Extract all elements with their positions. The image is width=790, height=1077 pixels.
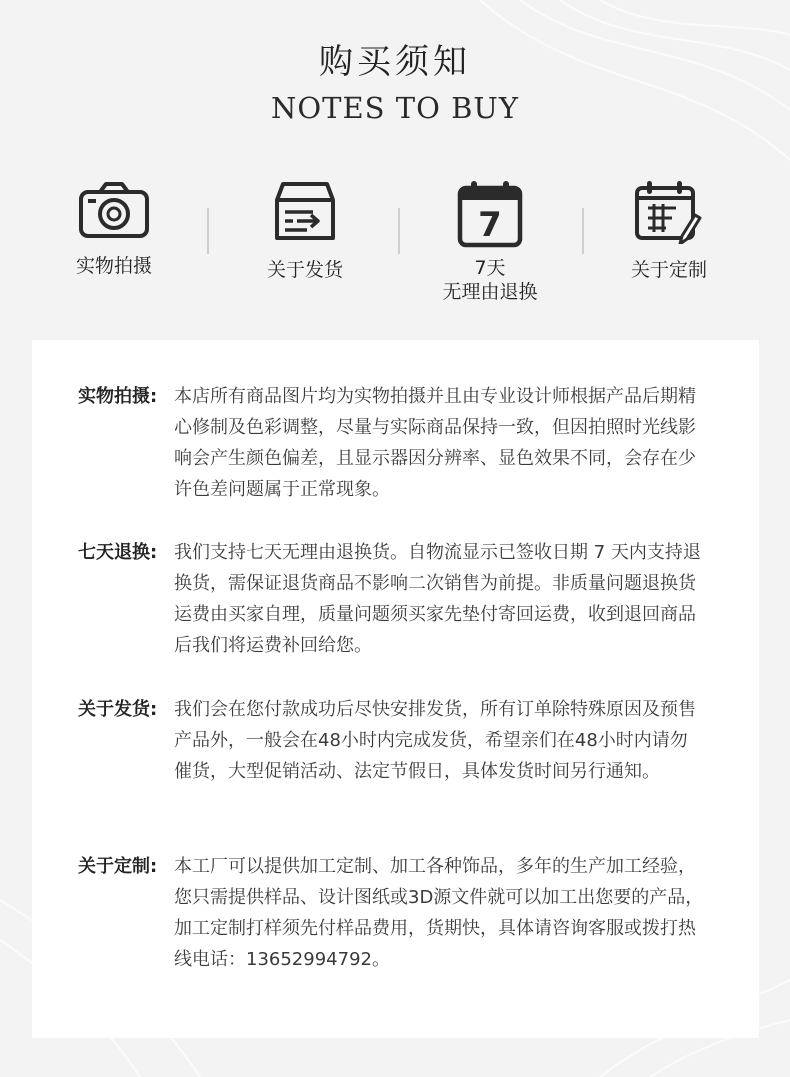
feature-return	[410, 180, 570, 304]
feature-photo-label: 实物拍摄	[75, 255, 152, 277]
divider	[582, 208, 584, 254]
section-custom-label: 关于定制:	[78, 856, 158, 877]
section-photo-label: 实物拍摄:	[78, 386, 158, 407]
feature-return-label	[410, 256, 570, 304]
calendar-number: 7	[478, 205, 502, 245]
feature-return-label-line1: 7天	[474, 257, 506, 279]
feature-custom	[589, 180, 749, 282]
section-delivery-text: 我们会在您付款成功后尽快安排发货，所有订单除特殊原因及预售产品外，一般会在48小时内完成发货，希望亲们在48小时内请勿催货，大型促销活动、法定节假日，具体发货时间另行通知。	[174, 699, 696, 782]
section-return-text: 我们支持七天无理由退换货。自物流显示已签收日期 7 天内支持退换货，需保证退货商品不影响二次销售为前提。非质量问题退换货运费由买家自理，质量问题须买家先垫付寄回运费，收到退回商品后我们将运费补回给您。	[174, 542, 701, 656]
calendar-7-icon	[457, 180, 523, 248]
section-photo-text: 本店所有商品图片均为实物拍摄并且由专业设计师根据产品后期精心修制及色彩调整，尽量与实际商品保持一致，但因拍照时光线影响会产生颜色偏差，且显示器因分辨率、显色效果不同，会存在少许色差问题属于正常现象。	[174, 386, 696, 500]
calendar-edit-icon	[634, 180, 704, 244]
feature-photo	[34, 180, 194, 278]
section-return-label: 七天退换:	[78, 542, 158, 563]
camera-icon	[78, 180, 150, 240]
divider	[398, 208, 400, 254]
feature-custom-label: 关于定制	[630, 259, 707, 281]
delivery-box-icon	[273, 180, 337, 244]
feature-icons-row	[0, 180, 790, 320]
notes-card	[32, 340, 759, 1038]
page-subtitle: NOTES TO BUY	[271, 91, 519, 125]
feature-delivery	[225, 180, 385, 282]
section-delivery-label: 关于发货:	[78, 699, 158, 720]
page-header	[0, 40, 790, 128]
feature-return-label-line2: 无理由退换	[442, 281, 538, 303]
page-title: 购买须知	[319, 42, 471, 82]
feature-delivery-label: 关于发货	[266, 259, 343, 281]
section-custom-text: 本工厂可以提供加工定制、加工各种饰品，多年的生产加工经验，您只需提供样品、设计图纸或3D源文件就可以加工出您要的产品，加工定制打样须先付样品费用，货期快，具体请咨询客服或拨打热线电话：13652994792。	[174, 856, 704, 970]
divider	[207, 208, 209, 254]
